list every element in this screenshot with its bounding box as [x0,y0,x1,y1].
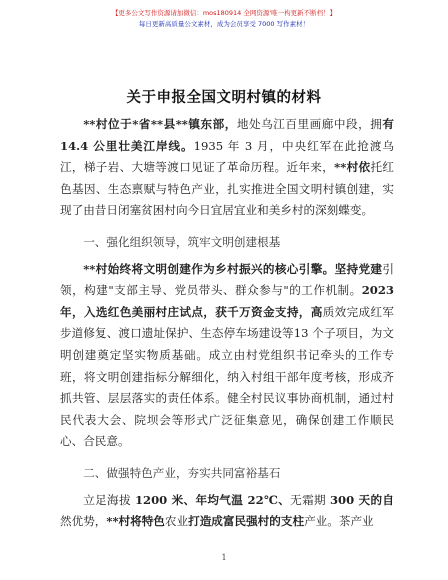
promo-line-2: 每日更新高质量公文素材，成为会员享受 7000 写作素材！ [138,20,310,28]
promo-banner [0,8,448,30]
paragraph-section-1: **村始终将文明创建作为乡村振兴的核心引擎。坚持党建引领，构建"支部主导、党员带头、群众参与"的工作机制。2023 年，入选红色美丽村庄试点，获千万资金支持，高质效完成红军步道修复、渡口遗址保护、生态停车场建设等13 个子项目，为文明创建奠定坚实物质基础。成立由村党组织书记牵头的工作专班，将文明创建指标分解细化，纳入村组干部年度考核，形成齐抓共管、层层落实的责任体系。健全村民议事协商机制，通过村民代表大会、院坝会等形式广泛征集意见，确保创建工作顺民心、合民意。 [60,261,394,449]
document-title: 关于申报全国文明村镇的材料 [126,89,322,106]
promo-line-1: 【更多公文写作资源请加微信：mos180914 全网资源'唯一构更新不断档！】 [111,9,337,17]
paragraph-section-2: 立足海拔 1200 米、年均气温 22℃、无霜期 300 天的自然优势，**村将特色农业打造成富民强村的支柱产业。茶产业 [60,492,394,529]
paragraph-intro: **村位于*省**县**镇东部，地处乌江百里画廊中段，拥有 14.4 公里壮美江岸线。1935 年 3 月，中央红军在此抢渡乌江，梯子岩、大塘等渡口见证了革命历程。近年来，**村依托红色基因、生态禀赋与特色产业，扎实推进全国文明村镇创建，实现了由昔日闭塞贫困村向今日宜居宜业和美乡村的深刻蝶变。 [60,117,394,218]
section-heading-2: 二、做强特色产业，夯实共同富裕基石 [83,465,281,480]
document-body [60,114,394,533]
page-number: 1 [221,553,227,562]
section-heading-1: 一、强化组织领导，筑牢文明创建根基 [83,234,281,249]
